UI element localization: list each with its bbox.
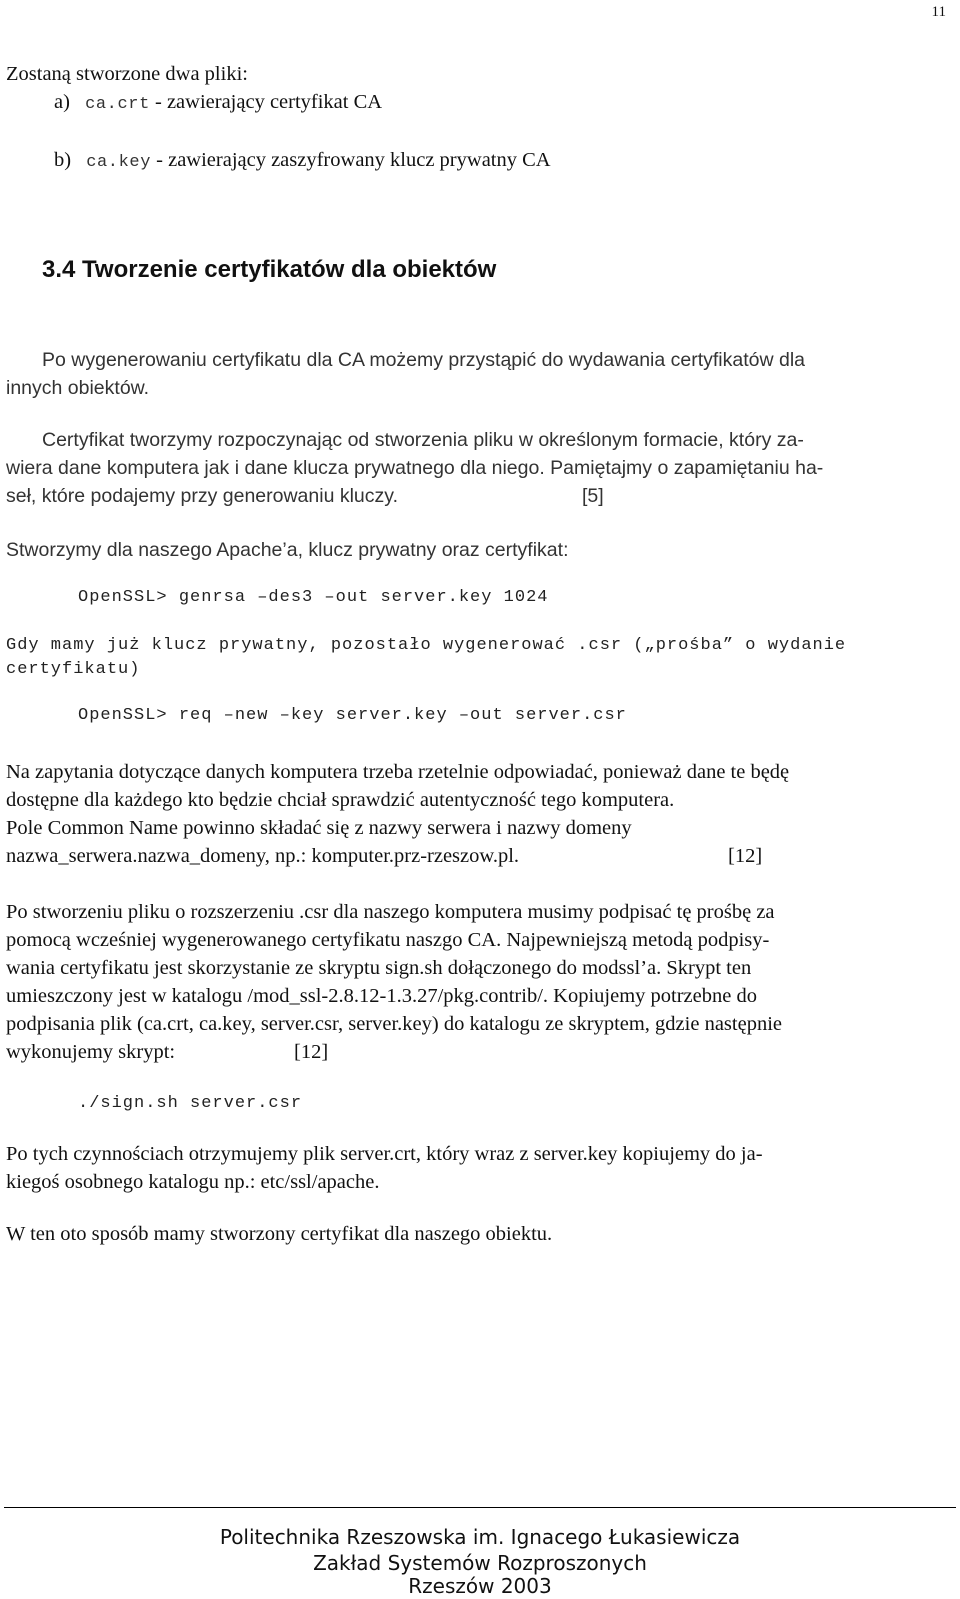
filename-code: ca.crt (85, 95, 150, 114)
paragraph-line: podpisania plik (ca.crt, ca.key, server.csr, server.key) do katalogu ze skryptem, gdzie następnie (6, 1013, 782, 1035)
paragraph-line: Pole Common Name powinno składać się z nazwy serwera i nazwy domeny (6, 817, 632, 839)
paragraph-line: pomocą wcześniej wygenerowanego certyfikatu naszgo CA. Najpewniejszą metodą podpisy- (6, 929, 770, 951)
paragraph-line: seł, które podajemy przy generowaniu kluczy. (6, 485, 398, 507)
filename-code: ca.key (86, 153, 152, 172)
citation-ref: [12] (294, 1041, 329, 1063)
paragraph-line: Po stworzeniu pliku o rozszerzeniu .csr dla naszego komputera musimy podpisać tę prośbę za (6, 901, 775, 923)
code-command: ./sign.sh server.csr (78, 1094, 303, 1113)
paragraph-line: wania certyfikatu jest skorzystanie ze skryptu sign.sh dołączonego do modssl’a. Skrypt ten (6, 957, 752, 979)
footer-place-year: Rzeszów 2003 (408, 1574, 552, 1598)
code-command: OpenSSL> genrsa –des3 –out server.key 1024 (78, 588, 549, 607)
list-marker: b) (54, 149, 72, 171)
paragraph-line: Po tych czynnościach otrzymujemy plik server.crt, który wraz z server.key kopiujemy do ja- (6, 1143, 763, 1165)
paragraph-line: Gdy mamy już klucz prywatny, pozostało wygenerować .csr („prośba” o wydanie (6, 636, 847, 655)
paragraph-line: wiera dane komputera jak i dane klucza prywatnego dla niego. Pamiętajmy o zapamiętaniu ha- (6, 457, 824, 479)
paragraph-line: innych obiektów. (6, 377, 150, 399)
paragraph-line: Po wygenerowaniu certyfikatu dla CA możemy przystąpić do wydawania certyfikatów dla (42, 349, 806, 371)
citation-ref: [5] (582, 485, 604, 507)
paragraph-line: Certyfikat tworzymy rozpoczynając od stworzenia pliku w określonym formacie, który za- (42, 429, 804, 451)
paragraph-line: kiegoś osobnego katalogu np.: etc/ssl/apache. (6, 1171, 380, 1193)
code-command: OpenSSL> req –new –key server.key –out server.csr (78, 706, 627, 725)
paragraph-line: W ten oto sposób mamy stworzony certyfikat dla naszego obiektu. (6, 1223, 553, 1245)
footer-university: Politechnika Rzeszowska im. Ignacego Łukasiewicza (219, 1525, 741, 1549)
footer-department: Zakład Systemów Rozproszonych (313, 1551, 647, 1575)
page-number: 11 (931, 4, 946, 20)
paragraph-line: umieszczony jest w katalogu /mod_ssl-2.8.12-1.3.27/pkg.contrib/. Kopiujemy potrzebne do (6, 985, 757, 1007)
paragraph-line: certyfikatu) (6, 660, 141, 679)
paragraph-line: nazwa_serwera.nazwa_domeny, np.: komputer.prz-rzeszow.pl. (6, 845, 520, 867)
list-marker: a) (54, 91, 70, 113)
paragraph-line: Stworzymy dla naszego Apache’a, klucz prywatny oraz certyfikat: (6, 539, 569, 561)
citation-ref: [12] (728, 845, 763, 867)
paragraph-line: dostępne dla każdego kto będzie chciał sprawdzić autentyczność tego komputera. (6, 789, 675, 811)
paragraph-line: Na zapytania dotyczące danych komputera trzeba rzetelnie odpowiadać, ponieważ dane te będę (6, 761, 790, 783)
list-item (54, 146, 551, 177)
footer-divider (4, 1507, 956, 1508)
paragraph-line: wykonujemy skrypt: (6, 1041, 176, 1063)
list-item-text: - zawierający zaszyfrowany klucz prywatny CA (151, 149, 551, 171)
list-item (54, 88, 382, 119)
section-heading: 3.4 Tworzenie certyfikatów dla obiektów (42, 256, 497, 283)
list-item-text: - zawierający certyfikat CA (149, 91, 383, 113)
intro-line: Zostaną stworzone dwa pliki: (6, 63, 248, 85)
